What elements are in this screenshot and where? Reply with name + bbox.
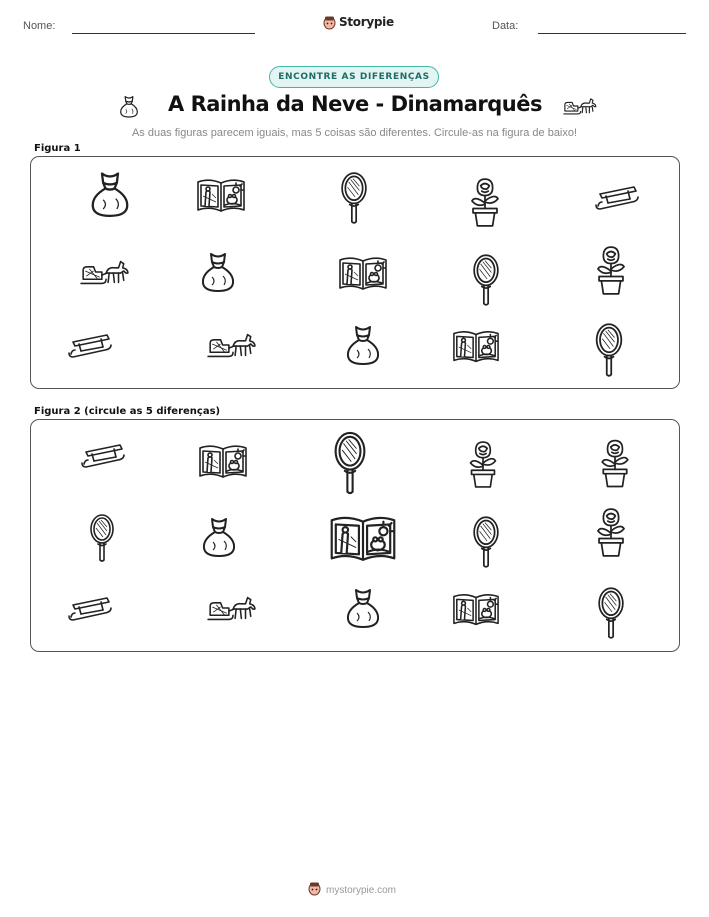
storybook-icon (452, 327, 500, 365)
storypie-mascot-icon (323, 15, 336, 30)
page-title: A Rainha da Neve - Dinamarquês (168, 92, 542, 116)
storypie-mascot-icon (308, 881, 321, 900)
hand-mirror-icon[interactable] (333, 429, 367, 497)
instructions-text: As duas figuras parecem iguais, mas 5 coisas são diferentes. Circule-as na figura de baixo! (131, 127, 578, 139)
sled-icon[interactable] (67, 594, 113, 624)
horse-sleigh-icon[interactable] (206, 592, 258, 624)
potted-rose-icon[interactable] (599, 438, 631, 488)
potted-rose-icon[interactable] (467, 440, 499, 488)
storybook-icon[interactable] (198, 441, 248, 481)
brand-name: Storypie (339, 15, 394, 29)
hand-mirror-icon[interactable] (597, 585, 625, 641)
horse-sleigh-icon (206, 329, 258, 361)
figure-1-panel (30, 156, 680, 389)
potted-rose-icon[interactable] (593, 507, 629, 557)
sled-icon[interactable] (80, 441, 126, 471)
money-bag-icon[interactable] (199, 514, 239, 558)
title-money-bag-icon (118, 94, 140, 118)
figure-2-panel[interactable] (30, 419, 680, 652)
money-bag-icon (198, 249, 238, 293)
money-bag-icon[interactable] (343, 585, 383, 629)
name-label: Nome: (23, 20, 56, 32)
hand-mirror-icon[interactable] (89, 511, 115, 565)
date-label: Data: (492, 20, 519, 32)
name-line[interactable] (72, 33, 255, 34)
horse-sleigh-icon (79, 257, 131, 287)
spot-difference-badge: ENCONTRE AS DIFERENÇAS (269, 66, 439, 88)
potted-rose-icon (593, 245, 629, 295)
storypie-logo (323, 13, 394, 31)
date-line[interactable] (538, 33, 686, 34)
storybook-icon (196, 175, 246, 215)
sled-icon (67, 331, 113, 361)
figure-1-label: Figura 1 (34, 143, 81, 154)
footer-url[interactable]: mystorypie.com (326, 885, 397, 896)
hand-mirror-icon (594, 322, 624, 378)
title-horse-sleigh-icon (562, 96, 598, 116)
figure-2-label: Figura 2 (circule as 5 diferenças) (34, 406, 221, 417)
sled-icon (594, 183, 640, 213)
footer (308, 881, 396, 900)
storybook-icon (338, 253, 388, 293)
hand-mirror-icon (472, 253, 500, 307)
storybook-icon[interactable] (452, 590, 500, 628)
storybook-icon[interactable] (329, 511, 397, 565)
money-bag-icon (343, 322, 383, 366)
money-bag-icon (87, 169, 133, 217)
potted-rose-icon (468, 177, 502, 227)
hand-mirror-icon[interactable] (472, 515, 500, 569)
hand-mirror-icon (337, 171, 371, 225)
